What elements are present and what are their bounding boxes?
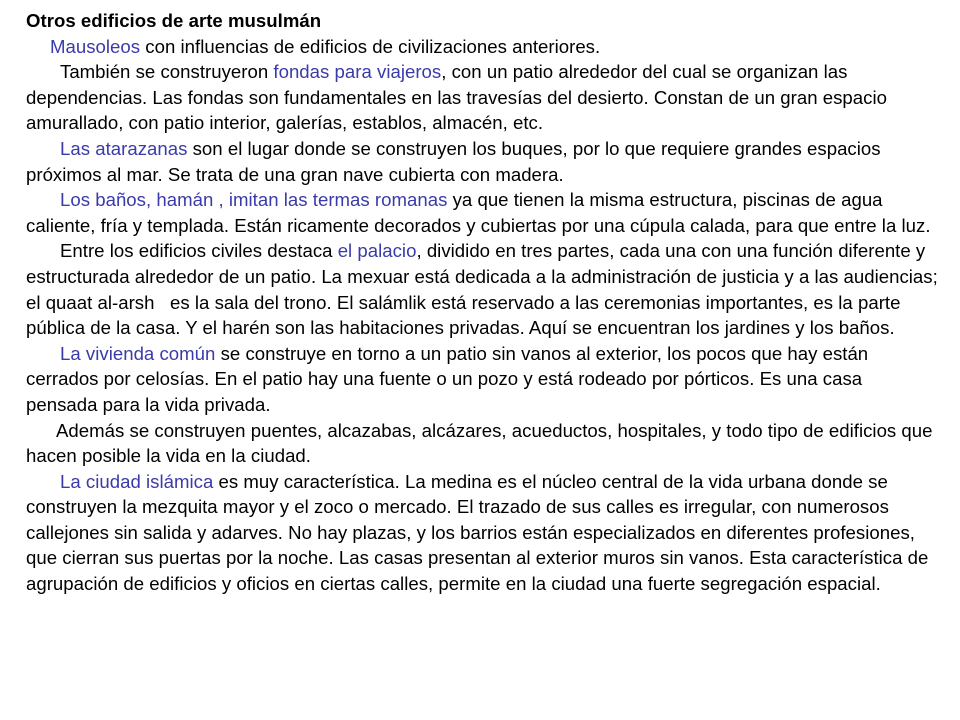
paragraph-palacio [26,238,943,340]
text-palacio: , dividido en tres partes, cada una con una función diferente y estructurada alrededor de un patio. La mexuar está dedicada a la administración de justicia y a las audiencias; el quaat al-arsh es la sala del trono. El salámlik está reservado a las ceremonias importantes, es la parte pública de la casa. Y el harén son las habitaciones privadas. Aquí se encuentran los jardines y los baños. [26,240,943,339]
highlight-atarazanas: Las atarazanas [60,137,188,159]
paragraph-ademas: Además se construyen puentes, alcazabas, alcázares, acueductos, hospitales, y todo tipo de edificios que hacen posible la vida en la ciudad. [26,419,933,467]
text-atarazanas: son el lugar donde se construyen los buques, por lo que requiere grandes espacios próximos al mar. Se trata de una gran nave cubierta con madera. [26,137,881,185]
text-banos: ya que tienen la misma estructura, piscinas de agua caliente, fría y templada. Están ricamente decorados y cubiertas por una cúpula calada, para que entre la luz. [26,189,931,236]
paragraph-atarazanas [26,136,938,187]
paragraph-fondas [26,59,938,136]
highlight-palacio: el palacio [337,240,417,262]
highlight-banos: Los baños, hamán , imitan las termas romanas [60,189,448,211]
highlight-ciudad: La ciudad islámica [60,470,214,492]
text-ciudad: es muy característica. La medina es el núcleo central de la vida urbana donde se construyen la mezquita mayor y el zoco o mercado. El trazado de sus calles es irregular, con numerosos callejones sin salida y adarves. No hay plazas, y los barrios están especializados en diferentes profesiones, que cierran sus puertas por la noche. Las casas presentan al exterior muros sin vanos. Esta característica de agrupación de edificios y oficios en ciertas calles, permite en la ciudad una fuerte segregación espacial. [26,470,929,595]
paragraph-vivienda [26,341,938,418]
text-palacio-pre: Entre los edificios civiles destaca [60,240,338,262]
page-title: Otros edificios de arte musulmán [26,10,322,31]
paragraph-mausoleos [26,34,938,60]
text-fondas: , con un patio alrededor del cual se organizan las dependencias. Las fondas son fundamentales en las travesías del desierto. Constan de un gran espacio amurallado, con patio interior, galerías, establos, almacén, etc. [26,61,887,134]
highlight-vivienda: La vivienda común [60,342,216,364]
text-vivienda: se construye en torno a un patio sin vanos al exterior, los pocos que hay están cerrados por celosías. En el patio hay una fuente o un pozo y está rodeado por pórticos. Es una casa pensada para la vida privada. [26,342,869,415]
paragraph-banos [26,187,938,238]
paragraph-ciudad [26,469,938,597]
highlight-mausoleos: Mausoleos [50,35,141,57]
highlight-fondas: fondas para viajeros [273,61,442,83]
slide-content [26,8,943,597]
text-mausoleos: con influencias de edificios de civilizaciones anteriores. [140,35,601,57]
text-fondas-pre: También se construyeron [60,61,274,83]
